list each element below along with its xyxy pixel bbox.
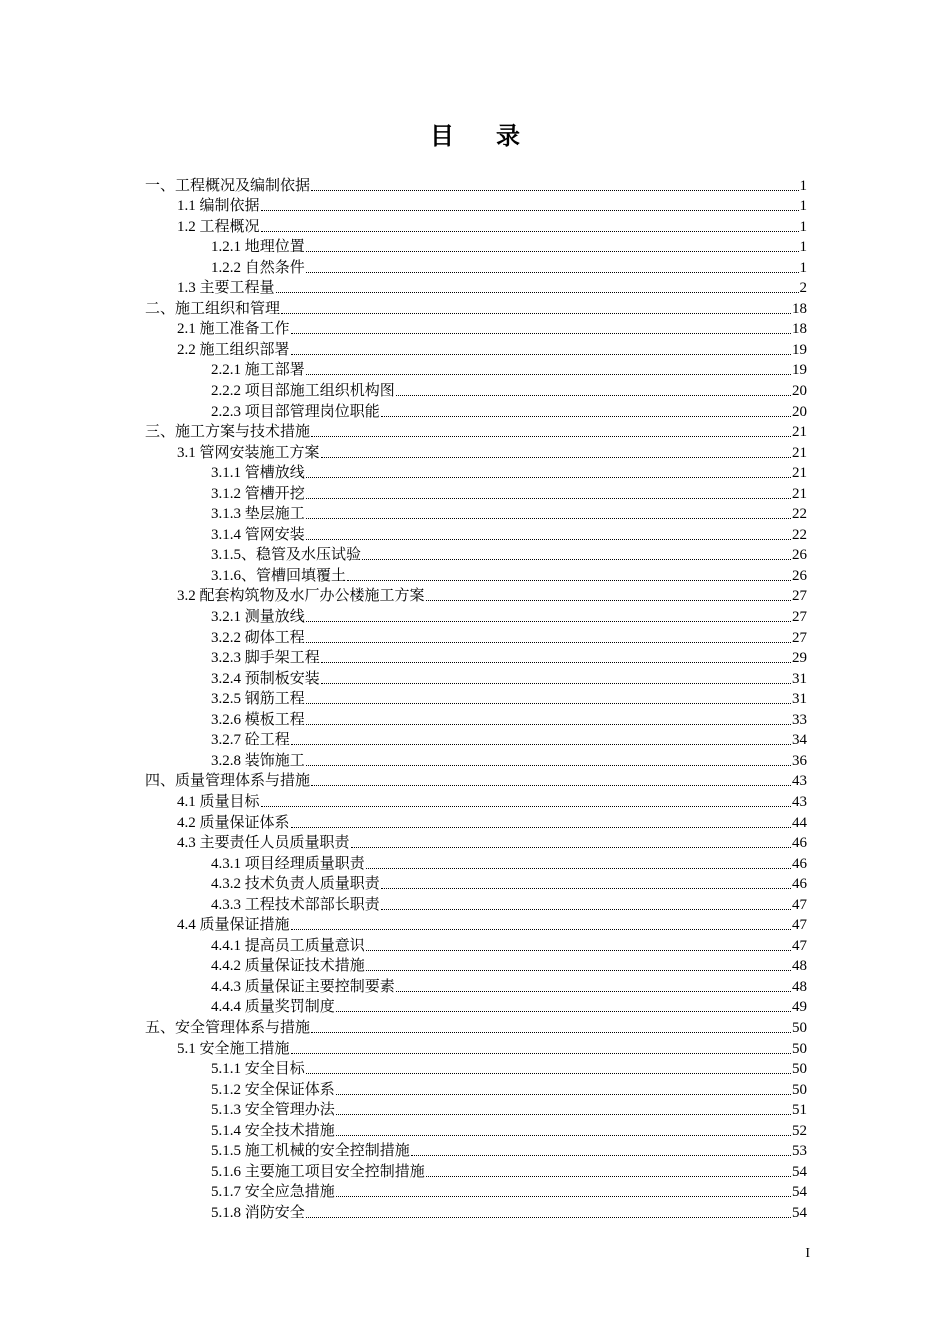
toc-entry[interactable] bbox=[145, 1099, 807, 1120]
toc-entry[interactable] bbox=[145, 379, 807, 400]
toc-dot-leader bbox=[261, 231, 799, 232]
toc-entry-page: 21 bbox=[792, 444, 807, 461]
toc-entry-label: 5.1.6 主要施工项目安全控制措施 bbox=[211, 1163, 425, 1180]
toc-entry[interactable] bbox=[145, 914, 807, 935]
toc-entry[interactable] bbox=[145, 955, 807, 976]
toc-entry-page: 54 bbox=[792, 1204, 807, 1221]
toc-entry-page: 2 bbox=[799, 280, 807, 297]
toc-dot-leader bbox=[261, 210, 799, 211]
toc-dot-leader bbox=[336, 1011, 791, 1012]
toc-dot-leader bbox=[291, 827, 791, 828]
toc-entry-label: 3.2.1 测量放线 bbox=[211, 609, 305, 626]
toc-entry-page: 50 bbox=[792, 1040, 807, 1057]
toc-entry-page: 33 bbox=[792, 711, 807, 728]
toc-entry[interactable] bbox=[145, 934, 807, 955]
toc-entry-page: 52 bbox=[792, 1122, 807, 1139]
toc-entry[interactable] bbox=[145, 297, 807, 318]
toc-dot-leader bbox=[396, 395, 791, 396]
toc-entry-page: 43 bbox=[792, 773, 807, 790]
toc-entry[interactable] bbox=[145, 1181, 807, 1202]
toc-entry-label: 4.4.1 提高员工质量意识 bbox=[211, 937, 365, 954]
toc-entry-label: 4.4 质量保证措施 bbox=[177, 917, 290, 934]
toc-entry[interactable] bbox=[145, 790, 807, 811]
toc-entry-page: 36 bbox=[792, 752, 807, 769]
toc-dot-leader bbox=[381, 909, 791, 910]
toc-entry-page: 31 bbox=[792, 670, 807, 687]
toc-dot-leader bbox=[366, 970, 791, 971]
toc-entry-page: 19 bbox=[792, 362, 807, 379]
toc-entry[interactable] bbox=[145, 277, 807, 298]
toc-entry[interactable] bbox=[145, 996, 807, 1017]
toc-entry-page: 47 bbox=[792, 937, 807, 954]
toc-entry-label: 3.2.4 预制板安装 bbox=[211, 670, 320, 687]
toc-entry[interactable] bbox=[145, 523, 807, 544]
toc-entry-label: 四、质量管理体系与措施 bbox=[145, 773, 311, 790]
toc-entry-label: 5.1.4 安全技术措施 bbox=[211, 1122, 335, 1139]
toc-entry-label: 3.1.6、管槽回填覆土 bbox=[211, 567, 347, 584]
toc-dot-leader bbox=[321, 662, 791, 663]
toc-entry-page: 26 bbox=[792, 567, 807, 584]
toc-entry-page: 54 bbox=[792, 1184, 807, 1201]
toc-entry-label: 3.1.3 垫层施工 bbox=[211, 506, 305, 523]
toc-entry-page: 50 bbox=[792, 1019, 807, 1036]
toc-entry-page: 50 bbox=[792, 1081, 807, 1098]
toc-dot-leader bbox=[306, 518, 791, 519]
toc-dot-leader bbox=[306, 374, 791, 375]
toc-entry-page: 54 bbox=[792, 1163, 807, 1180]
toc-entry[interactable] bbox=[145, 873, 807, 894]
toc-dot-leader bbox=[291, 354, 791, 355]
toc-dot-leader bbox=[321, 457, 791, 458]
toc-dot-leader bbox=[306, 1073, 791, 1074]
toc-dot-leader bbox=[306, 498, 791, 499]
toc-entry[interactable] bbox=[145, 1037, 807, 1058]
toc-dot-leader bbox=[276, 292, 799, 293]
toc-entry-page: 51 bbox=[792, 1102, 807, 1119]
toc-entry[interactable] bbox=[145, 318, 807, 339]
toc-dot-leader bbox=[351, 847, 791, 848]
toc-entry-label: 3.1 管网安装施工方案 bbox=[177, 444, 320, 461]
toc-entry-label: 五、安全管理体系与措施 bbox=[145, 1019, 311, 1036]
toc-entry[interactable] bbox=[145, 215, 807, 236]
toc-dot-leader bbox=[426, 600, 791, 601]
toc-entry[interactable] bbox=[145, 1140, 807, 1161]
toc-entry-label: 3.2.7 砼工程 bbox=[211, 732, 290, 749]
toc-dot-leader bbox=[291, 929, 791, 930]
table-of-contents bbox=[145, 174, 807, 1222]
toc-entry-page: 20 bbox=[792, 383, 807, 400]
toc-entry-page: 1 bbox=[799, 218, 807, 235]
toc-entry-page: 1 bbox=[799, 259, 807, 276]
toc-dot-leader bbox=[261, 806, 791, 807]
toc-entry-label: 4.3 主要责任人员质量职责 bbox=[177, 835, 350, 852]
toc-entry-label: 5.1 安全施工措施 bbox=[177, 1040, 290, 1057]
toc-entry[interactable] bbox=[145, 1078, 807, 1099]
toc-entry-page: 53 bbox=[792, 1143, 807, 1160]
toc-entry[interactable] bbox=[145, 811, 807, 832]
toc-dot-leader bbox=[311, 190, 798, 191]
toc-entry-label: 5.1.5 施工机械的安全控制措施 bbox=[211, 1143, 410, 1160]
toc-entry[interactable] bbox=[145, 729, 807, 750]
toc-dot-leader bbox=[362, 559, 791, 560]
toc-entry-page: 1 bbox=[799, 177, 807, 194]
toc-dot-leader bbox=[291, 333, 791, 334]
toc-dot-leader bbox=[306, 251, 799, 252]
toc-entry-page: 19 bbox=[792, 341, 807, 358]
toc-entry[interactable] bbox=[145, 626, 807, 647]
toc-entry-label: 1.2 工程概况 bbox=[177, 218, 260, 235]
toc-entry-page: 18 bbox=[792, 300, 807, 317]
toc-dot-leader bbox=[291, 1053, 791, 1054]
toc-entry[interactable] bbox=[145, 852, 807, 873]
toc-entry[interactable] bbox=[145, 585, 807, 606]
toc-entry-label: 3.2 配套构筑物及水厂办公楼施工方案 bbox=[177, 588, 425, 605]
toc-entry-page: 47 bbox=[792, 896, 807, 913]
toc-dot-leader bbox=[321, 683, 791, 684]
toc-dot-leader bbox=[291, 744, 791, 745]
toc-dot-leader bbox=[311, 1032, 791, 1033]
toc-dot-leader bbox=[306, 621, 791, 622]
toc-entry[interactable] bbox=[145, 1119, 807, 1140]
toc-dot-leader bbox=[306, 272, 799, 273]
toc-entry[interactable] bbox=[145, 338, 807, 359]
toc-entry-page: 27 bbox=[792, 609, 807, 626]
toc-dot-leader bbox=[426, 1176, 791, 1177]
toc-entry[interactable] bbox=[145, 564, 807, 585]
toc-entry-label: 4.4.3 质量保证主要控制要素 bbox=[211, 978, 395, 995]
toc-entry-page: 48 bbox=[792, 978, 807, 995]
toc-entry-page: 20 bbox=[792, 403, 807, 420]
toc-entry-page: 18 bbox=[792, 321, 807, 338]
toc-entry[interactable] bbox=[145, 482, 807, 503]
toc-entry-label: 5.1.1 安全目标 bbox=[211, 1061, 305, 1078]
toc-entry[interactable] bbox=[145, 503, 807, 524]
toc-dot-leader bbox=[396, 991, 791, 992]
toc-entry-label: 4.2 质量保证体系 bbox=[177, 814, 290, 831]
toc-entry-page: 46 bbox=[792, 835, 807, 852]
toc-dot-leader bbox=[336, 1196, 791, 1197]
toc-entry-page: 43 bbox=[792, 793, 807, 810]
page-number: I bbox=[805, 1246, 810, 1261]
toc-entry-page: 44 bbox=[792, 814, 807, 831]
toc-entry-label: 一、工程概况及编制依据 bbox=[145, 177, 311, 194]
toc-entry-page: 26 bbox=[792, 547, 807, 564]
toc-entry-page: 31 bbox=[792, 691, 807, 708]
toc-entry-page: 34 bbox=[792, 732, 807, 749]
toc-entry-label: 2.2.3 项目部管理岗位职能 bbox=[211, 403, 380, 420]
toc-entry-page: 27 bbox=[792, 588, 807, 605]
toc-entry-label: 2.2.2 项目部施工组织机构图 bbox=[211, 383, 395, 400]
toc-entry[interactable] bbox=[145, 749, 807, 770]
toc-entry[interactable] bbox=[145, 1016, 807, 1037]
toc-entry[interactable] bbox=[145, 400, 807, 421]
toc-entry[interactable] bbox=[145, 441, 807, 462]
toc-title: 目 录 bbox=[430, 124, 538, 150]
toc-dot-leader bbox=[336, 1114, 791, 1115]
toc-dot-leader bbox=[281, 313, 791, 314]
toc-entry-label: 4.4.4 质量奖罚制度 bbox=[211, 999, 335, 1016]
toc-entry-label: 4.4.2 质量保证技术措施 bbox=[211, 958, 365, 975]
toc-entry-label: 三、施工方案与技术措施 bbox=[145, 424, 311, 441]
toc-entry-label: 4.3.3 工程技术部部长职责 bbox=[211, 896, 380, 913]
toc-entry-label: 3.2.2 砌体工程 bbox=[211, 629, 305, 646]
toc-dot-leader bbox=[347, 580, 791, 581]
toc-entry[interactable] bbox=[145, 236, 807, 257]
toc-entry-label: 4.3.2 技术负责人质量职责 bbox=[211, 876, 380, 893]
toc-entry[interactable] bbox=[145, 1201, 807, 1222]
toc-entry-page: 46 bbox=[792, 855, 807, 872]
toc-entry-page: 21 bbox=[792, 465, 807, 482]
toc-entry[interactable] bbox=[145, 688, 807, 709]
toc-entry[interactable] bbox=[145, 647, 807, 668]
toc-entry-page: 22 bbox=[792, 526, 807, 543]
toc-entry-page: 46 bbox=[792, 876, 807, 893]
toc-entry[interactable] bbox=[145, 893, 807, 914]
toc-dot-leader bbox=[306, 477, 791, 478]
toc-dot-leader bbox=[366, 950, 791, 951]
toc-dot-leader bbox=[306, 724, 791, 725]
toc-entry-label: 3.2.5 钢筋工程 bbox=[211, 691, 305, 708]
toc-dot-leader bbox=[411, 1155, 791, 1156]
toc-entry[interactable] bbox=[145, 544, 807, 565]
toc-entry-label: 1.1 编制依据 bbox=[177, 198, 260, 215]
toc-entry[interactable] bbox=[145, 462, 807, 483]
toc-entry-label: 2.1 施工准备工作 bbox=[177, 321, 290, 338]
toc-entry[interactable] bbox=[145, 605, 807, 626]
toc-entry-label: 5.1.7 安全应急措施 bbox=[211, 1184, 335, 1201]
toc-dot-leader bbox=[306, 765, 791, 766]
toc-dot-leader bbox=[306, 1217, 791, 1218]
toc-entry[interactable] bbox=[145, 195, 807, 216]
toc-dot-leader bbox=[366, 868, 791, 869]
toc-entry-page: 21 bbox=[792, 485, 807, 502]
toc-entry-page: 48 bbox=[792, 958, 807, 975]
toc-entry-label: 二、施工组织和管理 bbox=[145, 300, 281, 317]
toc-entry-label: 2.2 施工组织部署 bbox=[177, 341, 290, 358]
toc-entry[interactable] bbox=[145, 708, 807, 729]
toc-dot-leader bbox=[306, 703, 791, 704]
toc-entry-label: 3.1.4 管网安装 bbox=[211, 526, 305, 543]
toc-dot-leader bbox=[306, 539, 791, 540]
toc-entry[interactable] bbox=[145, 1160, 807, 1181]
toc-entry-page: 27 bbox=[792, 629, 807, 646]
toc-entry-label: 3.2.8 装饰施工 bbox=[211, 752, 305, 769]
toc-entry-label: 3.2.3 脚手架工程 bbox=[211, 650, 320, 667]
toc-dot-leader bbox=[381, 416, 791, 417]
toc-entry-page: 49 bbox=[792, 999, 807, 1016]
toc-entry-page: 29 bbox=[792, 650, 807, 667]
toc-entry-label: 1.2.1 地理位置 bbox=[211, 239, 305, 256]
toc-entry[interactable] bbox=[145, 256, 807, 277]
toc-dot-leader bbox=[381, 888, 791, 889]
toc-dot-leader bbox=[336, 1135, 791, 1136]
toc-entry-label: 5.1.2 安全保证体系 bbox=[211, 1081, 335, 1098]
toc-entry-page: 1 bbox=[799, 239, 807, 256]
toc-dot-leader bbox=[311, 785, 791, 786]
toc-dot-leader bbox=[306, 642, 791, 643]
toc-entry-label: 1.3 主要工程量 bbox=[177, 280, 275, 297]
toc-entry-label: 2.2.1 施工部署 bbox=[211, 362, 305, 379]
toc-entry-page: 50 bbox=[792, 1061, 807, 1078]
toc-entry[interactable] bbox=[145, 667, 807, 688]
toc-entry-page: 1 bbox=[799, 198, 807, 215]
toc-entry[interactable] bbox=[145, 359, 807, 380]
toc-entry-label: 1.2.2 自然条件 bbox=[211, 259, 305, 276]
toc-entry-page: 22 bbox=[792, 506, 807, 523]
toc-entry[interactable] bbox=[145, 832, 807, 853]
toc-entry-label: 4.1 质量目标 bbox=[177, 793, 260, 810]
toc-entry[interactable] bbox=[145, 770, 807, 791]
toc-entry[interactable] bbox=[145, 421, 807, 442]
toc-entry[interactable] bbox=[145, 1058, 807, 1079]
toc-entry-page: 47 bbox=[792, 917, 807, 934]
toc-entry-label: 3.1.2 管槽开挖 bbox=[211, 485, 305, 502]
toc-entry-label: 3.1.5、稳管及水压试验 bbox=[211, 547, 362, 564]
toc-entry-label: 4.3.1 项目经理质量职责 bbox=[211, 855, 365, 872]
toc-entry-label: 3.1.1 管槽放线 bbox=[211, 465, 305, 482]
toc-entry-label: 3.2.6 模板工程 bbox=[211, 711, 305, 728]
toc-entry[interactable] bbox=[145, 174, 807, 195]
toc-entry-page: 21 bbox=[792, 424, 807, 441]
toc-entry[interactable] bbox=[145, 975, 807, 996]
toc-entry-label: 5.1.8 消防安全 bbox=[211, 1204, 305, 1221]
toc-entry-label: 5.1.3 安全管理办法 bbox=[211, 1102, 335, 1119]
toc-dot-leader bbox=[311, 436, 791, 437]
toc-dot-leader bbox=[336, 1094, 791, 1095]
